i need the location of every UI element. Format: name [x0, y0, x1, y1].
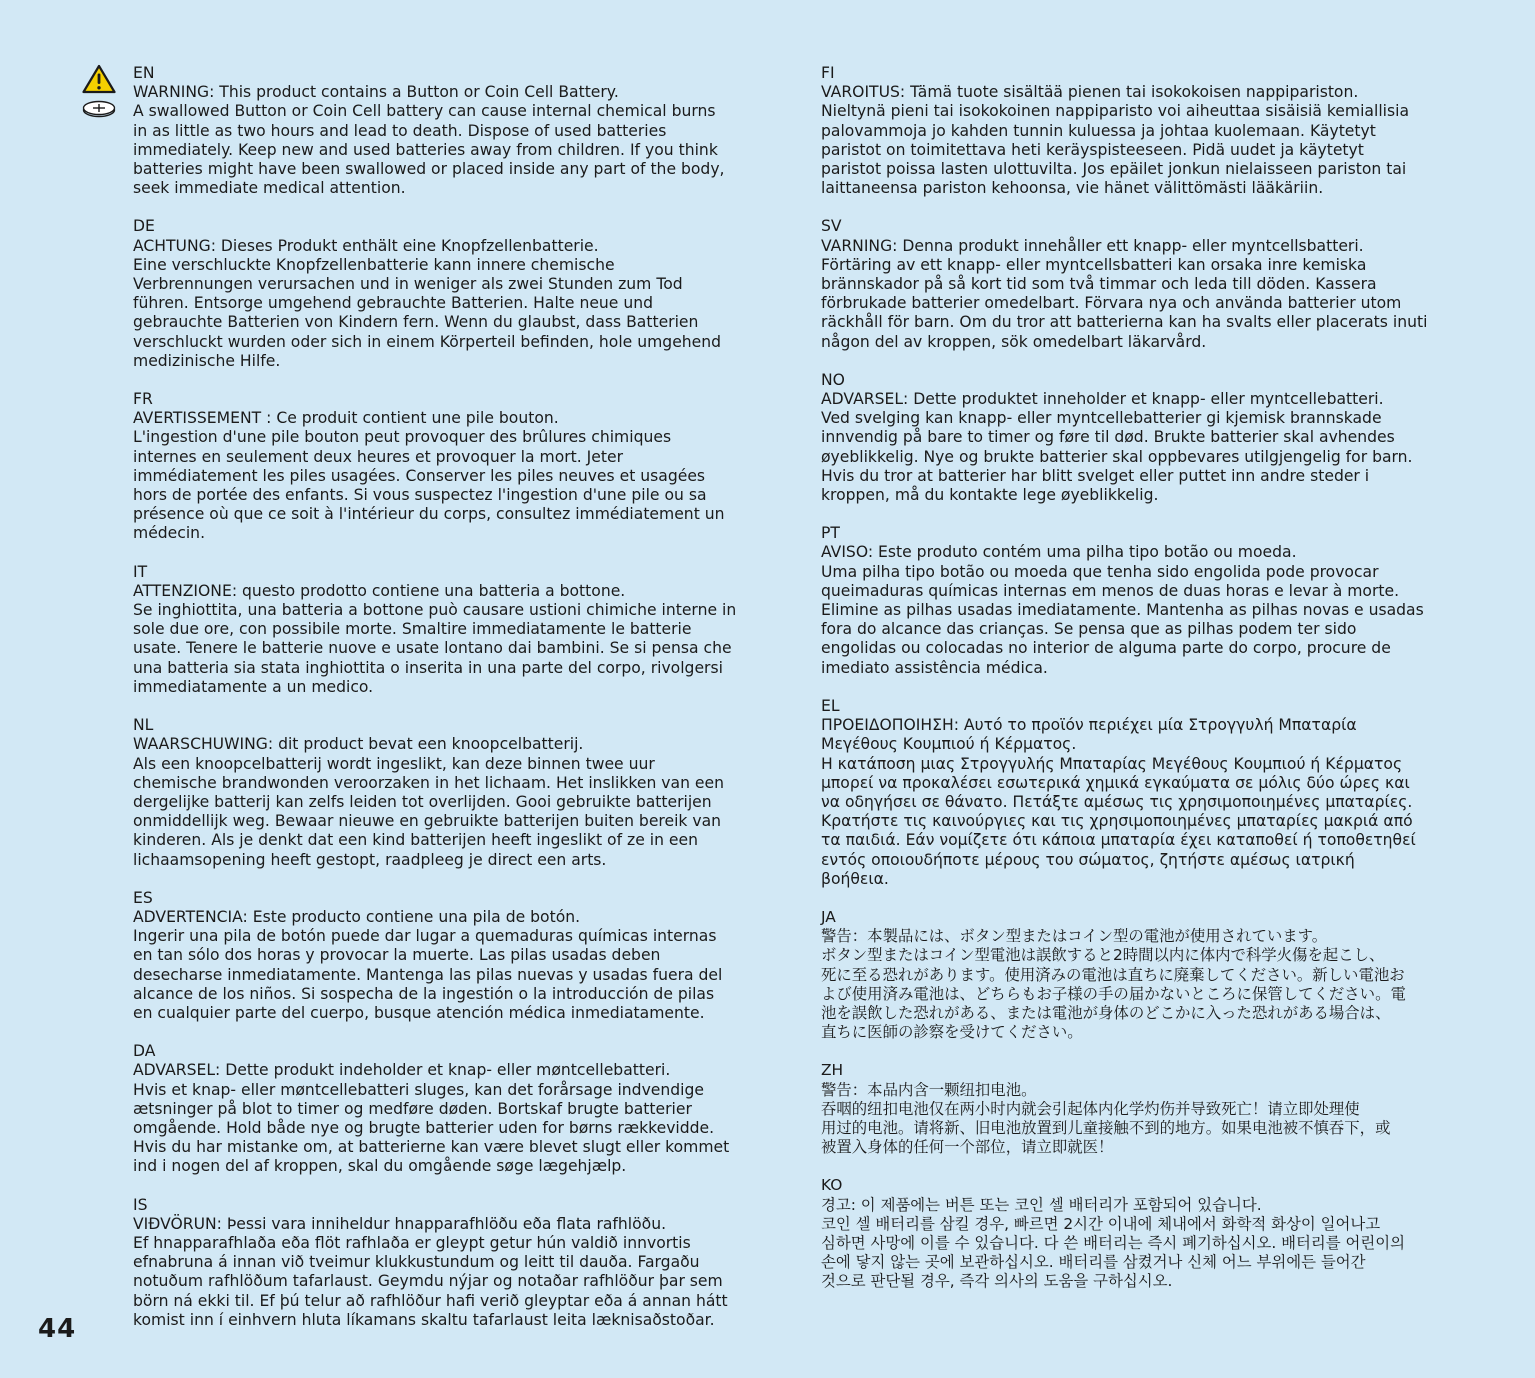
warning-heading: ATTENZIONE: questo prodotto contiene una batteria a bottone. [133, 581, 626, 600]
language-code: EL [821, 696, 840, 715]
warning-block-fr [133, 390, 773, 544]
warning-block-ja [821, 908, 1471, 1042]
warning-body: Ef hnapparafhlaða eða flöt rafhlaða er gleypt getur hún valdið innvortis efnabruna á innan við tveimur klukkustundum og leitt til dauða. Fargaðu notuðum rafhlöðum tafarlaust. Geymdu nýjar og notaðar rafhlöður þar sem börn ná ekki til. Ef þú telur að rafhlöður hafi verið gleyptar eða á annan hátt komist inn í einhvern hluta líkamans skaltu tafarlaust leita læknisaðstoðar. [133, 1233, 728, 1329]
language-code: ZH [821, 1061, 844, 1080]
warning-body: 코인 셀 배터리를 삼킬 경우, 빠르면 2시간 이내에 체내에서 화학적 화상이 일어나고 심하면 사망에 이를 수 있습니다. 다 쓴 배터리는 즉시 폐기하십시오. 배터리를 어린이의 손에 닿지 않는 곳에 보관하십시오. 배터리를 삼켰거나 신체 어느 부위에든 들어간 것으로 판단될 경우, 즉각 의사의 도움을 구하십시오. [821, 1214, 1405, 1291]
warning-body: Nieltynä pieni tai isokokoinen nappiparisto voi aiheuttaa sisäisiä kemiallisia palovammoja jo kahden tunnin kuluessa ja johtaa kuolemaan. Käytetyt paristot on toimitettava heti keräyspisteeseen. Pidä uudet ja käytetyt paristot poissa lasten ulottuvilta. Jos epäilet jonkun nielaisseen pariston tai laittaneensa pariston kehoonsa, vie hänet välittömästi lääkäriin. [821, 102, 1409, 198]
warning-body: Förtäring av ett knapp- eller myntcellsbatteri kan orsaka inre kemiska brännskador på så kort tid som två timmar och leda till döden. Kassera förbrukade batterier omedelbart. Förvara nya och använda batterier utom räckhåll för barn. Om du tror att batterierna kan ha svalts eller placerats inuti någon del av kroppen, sök omedelbart läkarvård. [821, 255, 1428, 351]
warning-heading: 경고: 이 제품에는 버튼 또는 코인 셀 배터리가 포함되어 있습니다. [821, 1195, 1262, 1214]
warning-heading: AVISO: Este produto contém uma pilha tipo botão ou moeda. [821, 543, 1297, 562]
warning-heading: WARNING: This product contains a Button or Coin Cell Battery. [133, 83, 619, 102]
warning-body: ボタン型またはコイン型電池は誤飲すると2時間以内に体内で科学火傷を起こし、 死に至る恐れがあります。使用済みの電池は直ちに廃棄してください。新しい電池お よび使用済み電池は、どちらもお子様の手の届かないところに保管してください。電 池を誤飲した恐れがある、または電池が身体のどこかに入った恐れがある場合は、 直ちに医師の診察を受けてください。 [821, 946, 1406, 1042]
warning-body: Hvis et knap- eller møntcellebatteri sluges, kan det forårsage indvendige ætsninger på blot to timer og medføre døden. Bortskaf brugte batterier omgående. Hold både nye og brugte batterier uden for børns rækkevidde. Hvis du har mistanke om, at batterierne kan være blevet slugt eller kommet ind i nogen del af kroppen, skal du omgående søge lægehjælp. [133, 1080, 730, 1176]
language-code: NL [133, 716, 154, 735]
page-number: 44 [38, 1314, 77, 1344]
warning-block-ko [821, 1176, 1471, 1291]
warning-block-zh [821, 1061, 1471, 1157]
warning-body: Se inghiottita, una batteria a bottone può causare ustioni chimiche interne in sole due ore, con possibile morte. Smaltire immediatamente le batterie usate. Tenere le batterie nuove e usate lontano dai bambini. Se si pensa che una batteria sia stata inghiottita o inserita in una parte del corpo, rivolgersi immediatamente a un medico. [133, 601, 737, 696]
warning-heading: 警告：本品内含一颗纽扣电池。 [821, 1080, 1037, 1099]
warning-body: L'ingestion d'une pile bouton peut provoquer des brûlures chimiques internes en seulement deux heures et provoquer la mort. Jeter immédiatement les piles usagées. Conserver les piles neuves et usagées hors de portée des enfants. Si vous suspectez l'ingestion d'une pile ou sa présence où que ce soit à l'intérieur du corps, consultez immédiatement un médecin. [133, 428, 725, 543]
warning-block-de [133, 217, 773, 371]
warning-block-it [133, 563, 773, 697]
warning-body: Als een knoopcelbatterij wordt ingeslikt, kan deze binnen twee uur chemische brandwonden veroorzaken in het lichaam. Het inslikken van een dergelijke batterij kan zelfs leiden tot overlijden. Gooi gebruikte batterijen onmiddellijk weg. Bewaar nieuwe en gebruikte batterijen buiten bereik van kinderen. Als je denkt dat een kind batterijen heeft ingeslikt of ze in een lichaamsopening heeft gestopt, raadpleeg je direct een arts. [133, 754, 724, 869]
warning-block-fi [821, 64, 1471, 198]
language-code: IT [133, 562, 148, 581]
language-code: SV [821, 217, 842, 236]
warning-heading: VARNING: Denna produkt innehåller ett knapp- eller myntcellsbatteri. [821, 236, 1364, 255]
language-code: EN [133, 64, 155, 82]
language-code: JA [821, 907, 836, 926]
left-column [133, 64, 773, 1349]
warning-heading: ACHTUNG: Dieses Produkt enthält eine Knopfzellenbatterie. [133, 236, 599, 255]
warning-heading: VAROITUS: Tämä tuote sisältää pienen tai isokokoisen nappipariston. [821, 83, 1359, 102]
language-code: ES [133, 888, 153, 907]
warning-heading: VIÐVÖRUN: Þessi vara inniheldur hnapparafhlöðu eða flata rafhlöðu. [133, 1214, 667, 1233]
warning-body: Η κατάποση μιας Στρογγυλής Μπαταρίας Μεγέθους Κουμπιού ή Κέρματος μπορεί να προκαλέσει εσωτερικά χημικά εγκαύματα σε μόλις δύο ώρες και να οδηγήσει σε θάνατο. Πετάξτε αμέσως τις χρησιμοποιημένες μπαταρίες. Κρατήστε τις καινούργιες και τις χρησιμοποιημένες μπαταρίες μακριά από τα παιδιά. Εάν νομίζετε ότι κάποια μπαταρία έχει καταποθεί ή τοποθετηθεί εντός οποιουδήποτε μέρους του σώματος, ζητήστε αμέσως ιατρική βοήθεια. [821, 754, 1416, 888]
warning-heading: ADVARSEL: Dette produktet inneholder et knapp- eller myntcellebatteri. [821, 390, 1384, 409]
warning-body: Uma pilha tipo botão ou moeda que tenha sido engolida pode provocar queimaduras químicas internas em menos de duas horas e levar à morte. Elimine as pilhas usadas imediatamente. Mantenha as pilhas novas e usadas fora do alcance das crianças. Se pensa que as pilhas podem ter sido engolidas ou colocadas no interior de alguma parte do corpo, procure de imediato assistência médica. [821, 562, 1424, 677]
warning-block-pt [821, 524, 1471, 678]
warning-triangle-icon [82, 64, 116, 94]
language-code: KO [821, 1176, 843, 1195]
warning-body: Eine verschluckte Knopfzellenbatterie kann innere chemische Verbrennungen verursachen und in weniger als zwei Stunden zum Tod führen. Entsorge umgehend gebrauchte Batterien. Halte neue und gebrauchte Batterien von Kindern fern. Wenn du glaubst, dass Batterien verschluckt wurden oder sich in einem Körperteil befinden, hole umgehend medizinische Hilfe. [133, 255, 722, 370]
warning-block-sv [821, 217, 1471, 351]
language-code: PT [821, 524, 840, 543]
warning-heading: ΠΡΟΕΙΔΟΠΟΙΗΣΗ: Αυτό το προϊόν περιέχει μία Στρογγυλή Μπαταρία Μεγέθους Κουμπιού ή Κέρματος. [821, 716, 1357, 754]
warning-heading: AVERTISSEMENT : Ce produit contient une pile bouton. [133, 409, 559, 428]
warning-heading: ADVERTENCIA: Este producto contiene una pila de botón. [133, 907, 581, 926]
warning-heading: ADVARSEL: Dette produkt indeholder et knap- eller møntcellebatteri. [133, 1061, 671, 1080]
warning-block-nl [133, 716, 773, 870]
warning-heading: 警告：本製品には、ボタン型またはコイン型の電池が使用されています。 [821, 927, 1328, 946]
warning-body: Ingerir una pila de botón puede dar lugar a quemaduras químicas internas en tan sólo dos horas y provocar la muerte. Las pilas usadas deben desecharse inmediatamente. Mantenga las pilas nuevas y usadas fuera del alcance de los niños. Si sospecha de la ingestión o la introducción de pilas en cualquier parte del cuerpo, busque atención médica inmediatamente. [133, 927, 723, 1022]
warning-block-no [821, 371, 1471, 505]
language-code: NO [821, 370, 845, 389]
language-code: FI [821, 64, 835, 82]
warning-block-es [133, 889, 773, 1023]
warning-body: 吞咽的纽扣电池仅在两小时内就会引起体内化学灼伤并导致死亡！请立即处理使 用过的电池。请将新、旧电池放置到儿童接触不到的地方。如果电池被不慎吞下，或 被置入身体的任何一个部位，请立即就医！ [821, 1099, 1391, 1157]
coin-cell-battery-icon [82, 100, 116, 118]
warning-heading: WAARSCHUWING: dit product bevat een knoopcelbatterij. [133, 735, 584, 754]
safety-icons [82, 64, 118, 118]
warning-block-da [133, 1042, 773, 1176]
right-column [821, 64, 1471, 1311]
language-code: FR [133, 390, 153, 409]
warning-block-en [133, 64, 773, 198]
warning-block-el [821, 697, 1471, 889]
language-code: IS [133, 1195, 148, 1214]
language-code: DA [133, 1042, 156, 1061]
language-code: DE [133, 217, 155, 236]
warning-block-is [133, 1196, 773, 1330]
warning-body: A swallowed Button or Coin Cell battery can cause internal chemical burns in as little as two hours and lead to death. Dispose of used batteries immediately. Keep new and used batteries away from children. If you think batteries might have been swallowed or placed inside any part of the body, seek immediate medical attention. [133, 102, 725, 198]
warning-body: Ved svelging kan knapp- eller myntcellebatterier gi kjemisk brannskade innvendig på bare to timer og føre til død. Brukte batterier skal avhendes øyeblikkelig. Nye og brukte batterier skal oppbevares utilgjengelig for barn. Hvis du tror at batterier har blitt svelget eller puttet inn andre steder i kroppen, må du kontakte lege øyeblikkelig. [821, 409, 1413, 505]
